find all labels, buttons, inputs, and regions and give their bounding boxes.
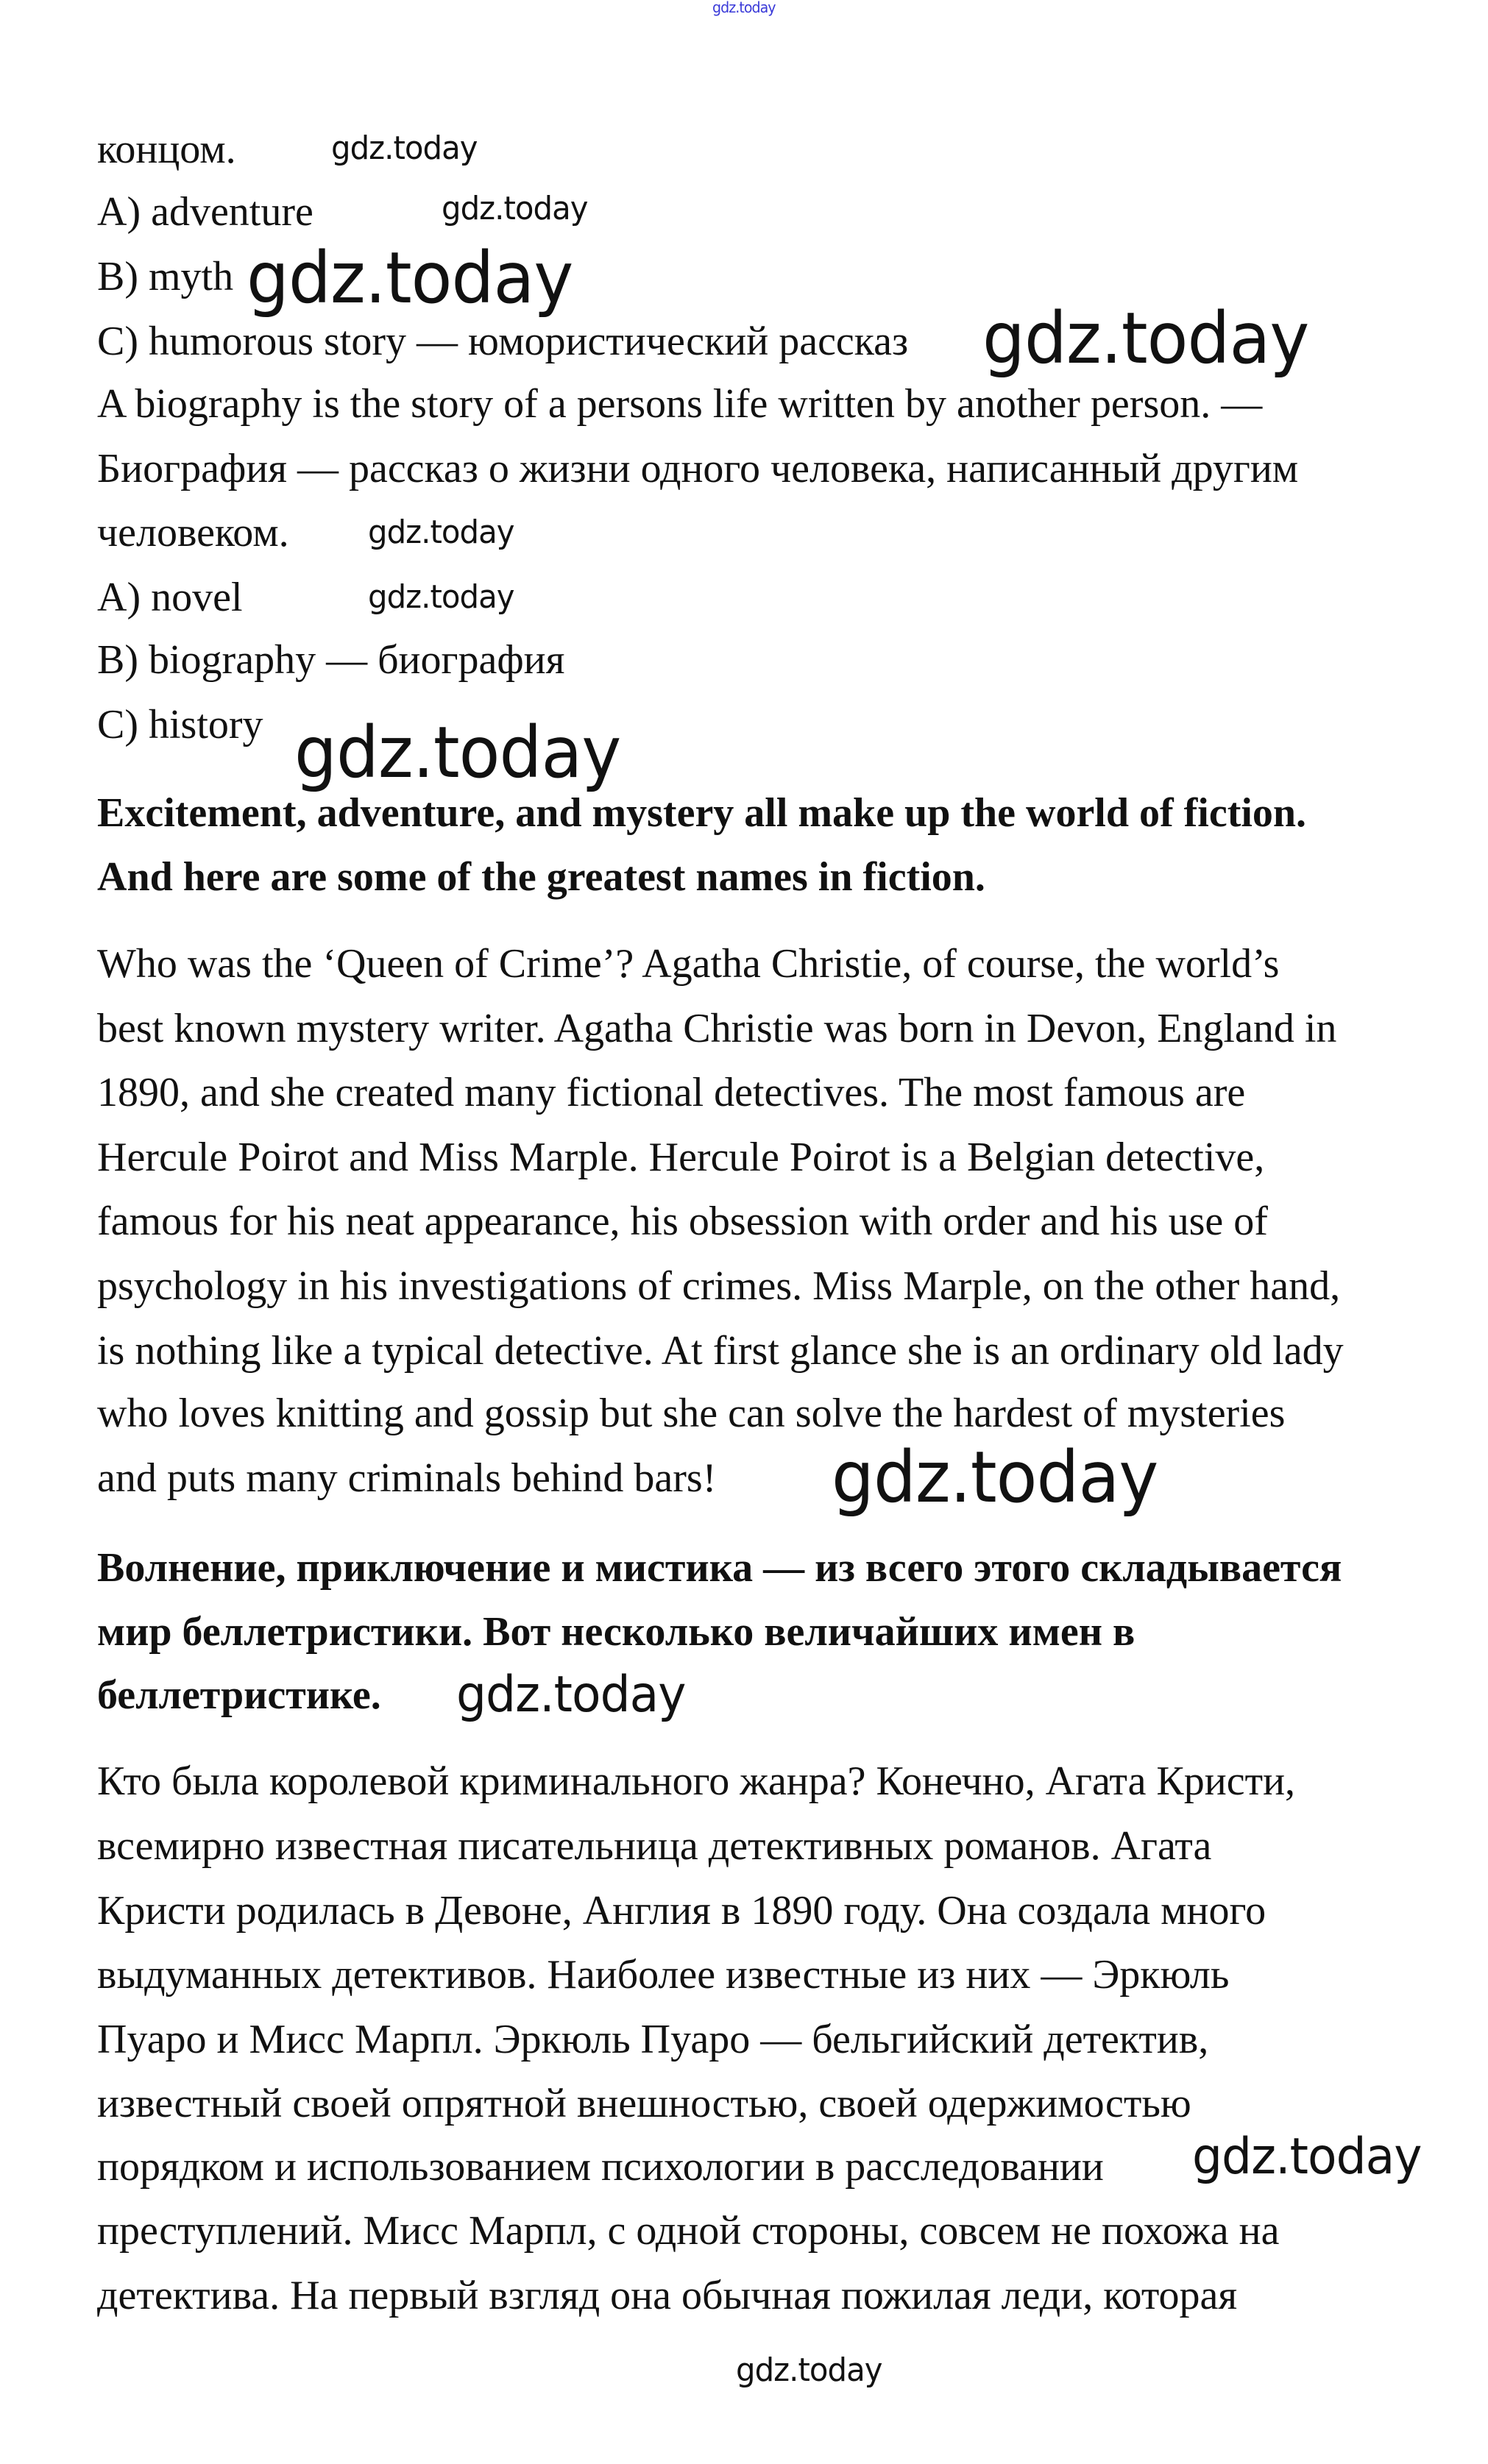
heading-en-line: Excitement, adventure, and mystery all make up the world of fiction. [97, 790, 1307, 836]
watermark: gdz.today [1192, 2128, 1422, 2186]
option-line: A) adventure [97, 189, 313, 235]
text-line: человеком. [97, 510, 289, 555]
watermark: gdz.today [368, 514, 514, 551]
text-line: концом. [97, 127, 236, 172]
paragraph-en-line: is nothing like a typical detective. At first glance she is an ordinary old lady [97, 1328, 1344, 1374]
watermark: gdz.today [247, 237, 573, 319]
watermark: gdz.today [331, 129, 478, 167]
paragraph-ru-line: Пуаро и Мисс Марпл. Эркюль Пуаро — бельгийский детектив, [97, 2017, 1209, 2062]
paragraph-en-line: best known mystery writer. Agatha Christie was born in Devon, England in [97, 1006, 1337, 1051]
watermark: gdz.today [982, 297, 1309, 380]
text-line: Биография — рассказ о жизни одного человека, написанный другим [97, 446, 1299, 491]
option-line: B) biography — биография [97, 637, 565, 683]
watermark: gdz.today [294, 711, 621, 794]
heading-ru-line: мир беллетристики. Вот несколько величайших имен в [97, 1609, 1136, 1655]
watermark: gdz.today [368, 578, 514, 616]
paragraph-en-line: psychology in his investigations of crimes. Miss Marple, on the other hand, [97, 1263, 1341, 1309]
watermark: gdz.today [832, 1436, 1158, 1519]
option-line: B) myth [97, 254, 234, 299]
paragraph-ru-line: Кто была королевой криминального жанра? Конечно, Агата Кристи, [97, 1758, 1296, 1804]
paragraph-ru-line: Кристи родилась в Девоне, Англия в 1890 году. Она создала много [97, 1888, 1266, 1934]
paragraph-ru-line: известный своей опрятной внешностью, своей одержимостью [97, 2081, 1191, 2126]
watermark: gdz.today [712, 0, 776, 16]
paragraph-en-line: famous for his neat appearance, his obsession with order and his use of [97, 1199, 1268, 1244]
watermark: gdz.today [736, 2351, 882, 2389]
option-line: C) humorous story — юмористический рассказ [97, 319, 909, 364]
option-line: A) novel [97, 575, 243, 620]
paragraph-ru-line: порядком и использованием психологии в расследовании [97, 2144, 1104, 2190]
paragraph-en-line: Hercule Poirot and Miss Marple. Hercule Poirot is a Belgian detective, [97, 1135, 1265, 1180]
paragraph-en-line: who loves knitting and gossip but she can solve the hardest of mysteries [97, 1391, 1286, 1436]
paragraph-ru-line: выдуманных детективов. Наиболее известные из них — Эркюль [97, 1952, 1230, 1998]
option-line: C) history [97, 702, 263, 748]
paragraph-en-line: 1890, and she created many fictional detectives. The most famous are [97, 1070, 1246, 1115]
paragraph-en-line: and puts many criminals behind bars! [97, 1455, 717, 1501]
paragraph-ru-line: всемирно известная писательница детективных романов. Агата [97, 1823, 1212, 1869]
heading-ru-line: Волнение, приключение и мистика — из всего этого складывается [97, 1545, 1342, 1591]
watermark: gdz.today [456, 1666, 686, 1724]
paragraph-ru-line: детектива. На первый взгляд она обычная пожилая леди, которая [97, 2273, 1238, 2318]
watermark: gdz.today [442, 190, 588, 227]
text-line: A biography is the story of a persons life written by another person. — [97, 381, 1263, 427]
heading-en-line: And here are some of the greatest names in fiction. [97, 854, 985, 900]
heading-ru-line: беллетристике. [97, 1672, 381, 1718]
paragraph-ru-line: преступлений. Мисс Марпл, с одной стороны, совсем не похожа на [97, 2208, 1280, 2254]
paragraph-en-line: Who was the ‘Queen of Crime’? Agatha Christie, of course, the world’s [97, 941, 1280, 987]
